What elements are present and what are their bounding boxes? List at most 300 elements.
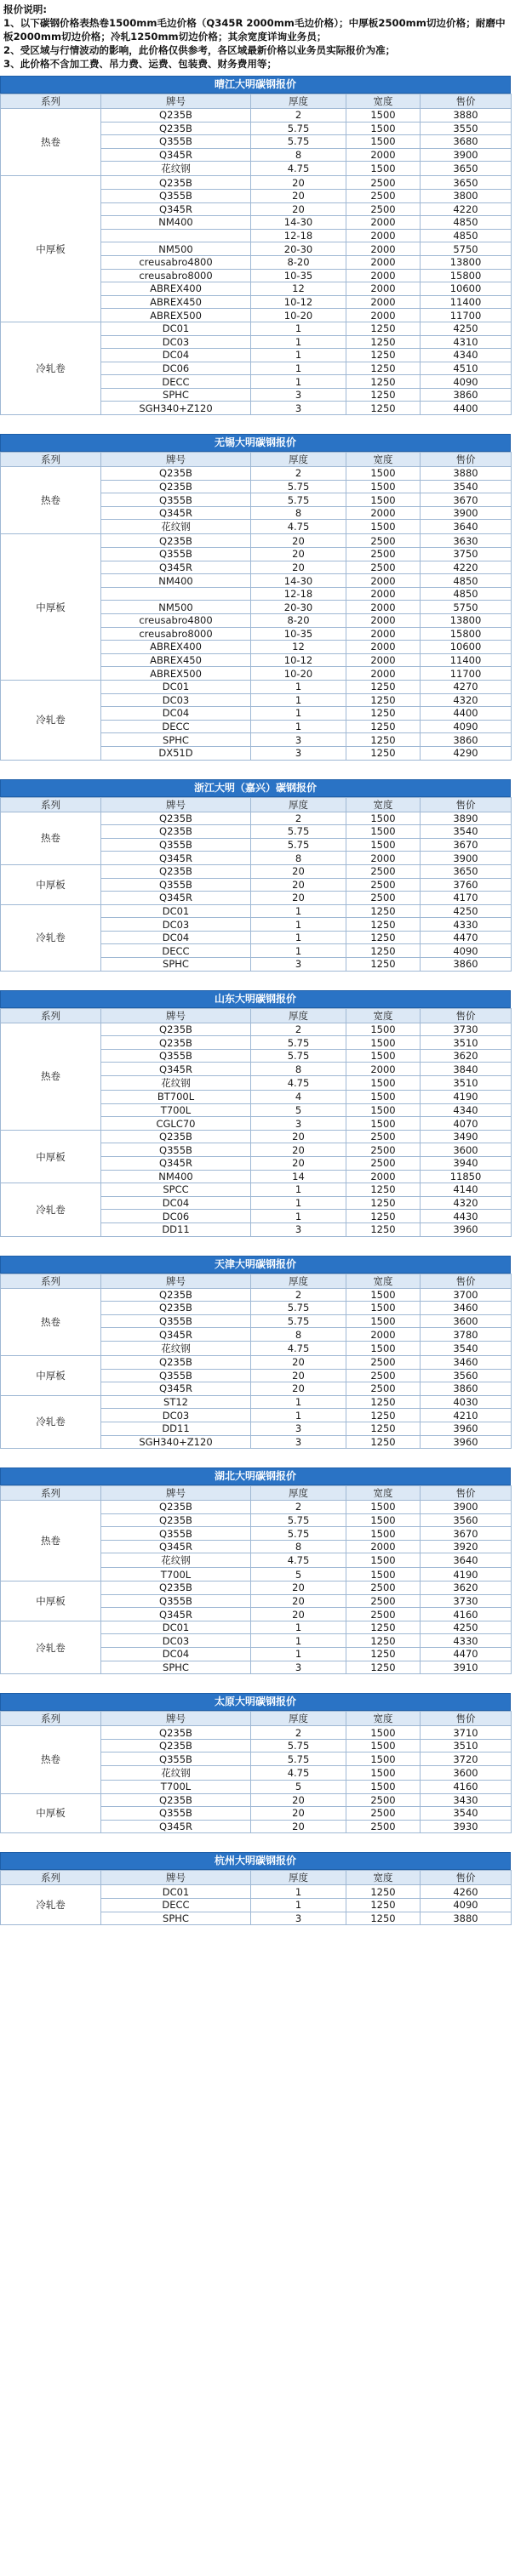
grade-cell: ABREX500 bbox=[101, 667, 251, 681]
thickness-cell: 3 bbox=[251, 958, 346, 972]
price-cell: 4470 bbox=[421, 1648, 512, 1661]
grade-cell: Q235B bbox=[101, 109, 251, 123]
thickness-cell: 1 bbox=[251, 362, 346, 375]
price-cell: 3960 bbox=[421, 1222, 512, 1236]
price-cell: 11700 bbox=[421, 309, 512, 322]
price-cell: 4160 bbox=[421, 1781, 512, 1794]
grade-cell: Q345R bbox=[101, 1382, 251, 1396]
grade-cell: DX51D bbox=[101, 746, 251, 760]
width-cell: 2500 bbox=[346, 548, 421, 561]
width-cell: 1500 bbox=[346, 1117, 421, 1131]
column-header: 宽度 bbox=[346, 1486, 421, 1501]
price-table bbox=[0, 1852, 515, 1925]
thickness-cell: 20 bbox=[251, 1382, 346, 1396]
price-grid bbox=[0, 1485, 512, 1674]
grade-cell: Q235B bbox=[101, 1513, 251, 1527]
price-cell: 3860 bbox=[421, 733, 512, 747]
price-cell: 4170 bbox=[421, 892, 512, 905]
price-cell: 3510 bbox=[421, 1036, 512, 1050]
grade-cell: Q235B bbox=[101, 1355, 251, 1369]
grade-cell: ABREX450 bbox=[101, 295, 251, 309]
thickness-cell: 3 bbox=[251, 1117, 346, 1131]
width-cell: 1500 bbox=[346, 122, 421, 135]
grade-cell: SPHC bbox=[101, 958, 251, 972]
width-cell: 2500 bbox=[346, 202, 421, 216]
width-cell: 1250 bbox=[346, 1409, 421, 1422]
price-cell: 3940 bbox=[421, 1157, 512, 1171]
width-cell: 1250 bbox=[346, 931, 421, 944]
grade-cell: Q235B bbox=[101, 467, 251, 481]
header-row bbox=[1, 1712, 512, 1726]
grade-cell: SGH340+Z120 bbox=[101, 1435, 251, 1449]
grade-cell: DC03 bbox=[101, 335, 251, 349]
notes-title: 报价说明: bbox=[3, 3, 48, 15]
width-cell: 1500 bbox=[346, 1513, 421, 1527]
grade-cell: DD11 bbox=[101, 1222, 251, 1236]
price-cell: 10600 bbox=[421, 282, 512, 296]
width-cell: 2000 bbox=[346, 255, 421, 269]
price-cell: 3670 bbox=[421, 838, 512, 852]
thickness-cell: 5.75 bbox=[251, 122, 346, 135]
grade-cell: DC01 bbox=[101, 1621, 251, 1634]
width-cell: 2000 bbox=[346, 148, 421, 162]
width-cell: 2000 bbox=[346, 242, 421, 256]
price-cell: 3560 bbox=[421, 1513, 512, 1527]
thickness-cell: 10-20 bbox=[251, 309, 346, 322]
thickness-cell: 12 bbox=[251, 282, 346, 296]
thickness-cell: 8 bbox=[251, 506, 346, 520]
thickness-cell: 5.75 bbox=[251, 480, 346, 493]
thickness-cell: 20 bbox=[251, 548, 346, 561]
width-cell: 2000 bbox=[346, 229, 421, 242]
price-cell: 4320 bbox=[421, 693, 512, 707]
price-cell: 4210 bbox=[421, 1409, 512, 1422]
width-cell: 2500 bbox=[346, 1582, 421, 1595]
column-header: 售价 bbox=[421, 94, 512, 109]
price-cell: 15800 bbox=[421, 627, 512, 641]
notes-line: 1、以下碳钢价格表热卷1500mm毛边价格（Q345R 2000mm毛边价格）；中厚板2500mm切边价格；耐磨中板2000mm切边价格；冷轧1250mm切边价格；其余宽度详询业务员； bbox=[3, 17, 506, 43]
price-cell: 3650 bbox=[421, 864, 512, 878]
series-cell: 中厚板 bbox=[1, 1130, 101, 1183]
grade-cell: Q345R bbox=[101, 1540, 251, 1553]
series-cell: 中厚板 bbox=[1, 864, 101, 904]
width-cell: 1500 bbox=[346, 1049, 421, 1063]
thickness-cell: 3 bbox=[251, 733, 346, 747]
thickness-cell: 4.75 bbox=[251, 1553, 346, 1568]
width-cell: 1500 bbox=[346, 467, 421, 481]
thickness-cell: 5.75 bbox=[251, 838, 346, 852]
width-cell: 2000 bbox=[346, 587, 421, 601]
price-cell: 4340 bbox=[421, 349, 512, 362]
grade-cell: T700L bbox=[101, 1568, 251, 1582]
price-cell: 4850 bbox=[421, 229, 512, 242]
grade-cell: SPCC bbox=[101, 1183, 251, 1197]
width-cell: 1250 bbox=[346, 349, 421, 362]
price-cell: 11700 bbox=[421, 667, 512, 681]
thickness-cell: 20 bbox=[251, 1143, 346, 1157]
thickness-cell: 5.75 bbox=[251, 1513, 346, 1527]
thickness-cell: 14 bbox=[251, 1170, 346, 1183]
thickness-cell: 4.75 bbox=[251, 1341, 346, 1355]
price-cell: 4140 bbox=[421, 1183, 512, 1197]
grade-cell: Q355B bbox=[101, 1752, 251, 1766]
table-row bbox=[1, 1621, 512, 1634]
price-cell: 4510 bbox=[421, 362, 512, 375]
thickness-cell: 14-30 bbox=[251, 216, 346, 230]
grade-cell: Q235B bbox=[101, 1302, 251, 1315]
series-cell: 中厚板 bbox=[1, 1793, 101, 1833]
grade-cell: ABREX400 bbox=[101, 641, 251, 654]
width-cell: 1500 bbox=[346, 812, 421, 825]
thickness-cell: 1 bbox=[251, 1395, 346, 1409]
series-cell: 冷轧卷 bbox=[1, 1621, 101, 1673]
series-cell: 热卷 bbox=[1, 1288, 101, 1355]
thickness-cell: 20 bbox=[251, 176, 346, 190]
price-cell: 3760 bbox=[421, 878, 512, 892]
price-cell: 3860 bbox=[421, 958, 512, 972]
price-cell: 3750 bbox=[421, 548, 512, 561]
grade-cell: Q355B bbox=[101, 1314, 251, 1328]
price-cell: 4190 bbox=[421, 1091, 512, 1104]
width-cell: 1500 bbox=[346, 1501, 421, 1514]
column-header: 厚度 bbox=[251, 94, 346, 109]
series-cell: 冷轧卷 bbox=[1, 1395, 101, 1448]
price-cell: 3510 bbox=[421, 1076, 512, 1091]
grade-cell: DECC bbox=[101, 720, 251, 733]
table-row bbox=[1, 680, 512, 693]
width-cell: 1500 bbox=[346, 1553, 421, 1568]
column-header: 宽度 bbox=[346, 1008, 421, 1023]
series-cell: 热卷 bbox=[1, 109, 101, 176]
thickness-cell: 1 bbox=[251, 1634, 346, 1648]
series-cell: 热卷 bbox=[1, 1501, 101, 1582]
price-cell: 3680 bbox=[421, 135, 512, 149]
thickness-cell: 1 bbox=[251, 322, 346, 335]
price-cell: 3700 bbox=[421, 1288, 512, 1302]
grade-cell: Q235B bbox=[101, 1023, 251, 1036]
width-cell: 1500 bbox=[346, 1036, 421, 1050]
grade-cell: 花纹钢 bbox=[101, 1076, 251, 1091]
grade-cell: Q355B bbox=[101, 1369, 251, 1382]
thickness-cell: 1 bbox=[251, 1898, 346, 1912]
grade-cell: Q355B bbox=[101, 1807, 251, 1821]
thickness-cell: 5 bbox=[251, 1103, 346, 1117]
price-cell: 3640 bbox=[421, 1553, 512, 1568]
thickness-cell: 20-30 bbox=[251, 601, 346, 614]
grade-cell: DC01 bbox=[101, 1885, 251, 1899]
series-cell: 热卷 bbox=[1, 1023, 101, 1130]
width-cell: 2500 bbox=[346, 1130, 421, 1143]
price-cell: 3900 bbox=[421, 1501, 512, 1514]
grade-cell: Q355B bbox=[101, 878, 251, 892]
series-cell: 冷轧卷 bbox=[1, 904, 101, 971]
table-row bbox=[1, 1395, 512, 1409]
thickness-cell: 20 bbox=[251, 864, 346, 878]
grade-cell: Q235B bbox=[101, 1582, 251, 1595]
thickness-cell: 20 bbox=[251, 1582, 346, 1595]
width-cell: 2500 bbox=[346, 1594, 421, 1608]
table-title: 杭州大明碳钢报价 bbox=[0, 1852, 511, 1870]
grade-cell: DC06 bbox=[101, 1210, 251, 1223]
grade-cell: creusabro4800 bbox=[101, 255, 251, 269]
column-header: 系列 bbox=[1, 1871, 101, 1885]
width-cell: 2000 bbox=[346, 1328, 421, 1342]
thickness-cell: 8 bbox=[251, 148, 346, 162]
column-header: 宽度 bbox=[346, 1712, 421, 1726]
series-cell: 中厚板 bbox=[1, 176, 101, 322]
thickness-cell: 20 bbox=[251, 1157, 346, 1171]
table-title: 太原大明碳钢报价 bbox=[0, 1693, 511, 1711]
column-header: 牌号 bbox=[101, 1486, 251, 1501]
thickness-cell: 1 bbox=[251, 707, 346, 721]
price-cell: 3490 bbox=[421, 1130, 512, 1143]
thickness-cell: 3 bbox=[251, 1422, 346, 1435]
width-cell: 1250 bbox=[346, 1661, 421, 1674]
thickness-cell: 1 bbox=[251, 1409, 346, 1422]
width-cell: 1500 bbox=[346, 1726, 421, 1740]
price-cell: 3630 bbox=[421, 534, 512, 548]
width-cell: 1500 bbox=[346, 480, 421, 493]
thickness-cell: 2 bbox=[251, 812, 346, 825]
price-cell: 3890 bbox=[421, 812, 512, 825]
thickness-cell: 5.75 bbox=[251, 493, 346, 507]
grade-cell: Q345R bbox=[101, 148, 251, 162]
price-cell: 3720 bbox=[421, 1752, 512, 1766]
table-row bbox=[1, 1885, 512, 1899]
price-cell: 3900 bbox=[421, 506, 512, 520]
price-cell: 11850 bbox=[421, 1170, 512, 1183]
price-cell: 3650 bbox=[421, 176, 512, 190]
grade-cell: Q355B bbox=[101, 1049, 251, 1063]
width-cell: 1500 bbox=[346, 1766, 421, 1781]
table-row bbox=[1, 109, 512, 123]
grade-cell: DC01 bbox=[101, 322, 251, 335]
thickness-cell: 3 bbox=[251, 1222, 346, 1236]
grade-cell: creusabro4800 bbox=[101, 614, 251, 628]
grade-cell: Q235B bbox=[101, 1130, 251, 1143]
width-cell: 1500 bbox=[346, 1091, 421, 1104]
price-table bbox=[0, 1693, 515, 1833]
grade-cell: Q355B bbox=[101, 838, 251, 852]
column-header: 宽度 bbox=[346, 1871, 421, 1885]
width-cell: 1250 bbox=[346, 958, 421, 972]
price-cell: 4030 bbox=[421, 1395, 512, 1409]
thickness-cell: 3 bbox=[251, 1435, 346, 1449]
header-row bbox=[1, 1008, 512, 1023]
grade-cell: DC04 bbox=[101, 349, 251, 362]
width-cell: 2500 bbox=[346, 189, 421, 202]
table-row bbox=[1, 812, 512, 825]
thickness-cell: 20 bbox=[251, 1608, 346, 1621]
thickness-cell: 4.75 bbox=[251, 1076, 346, 1091]
price-cell: 4250 bbox=[421, 904, 512, 918]
notes-line: 3、此价格不含加工费、吊力费、运费、包装费、财务费用等； bbox=[3, 58, 278, 70]
price-cell: 11400 bbox=[421, 295, 512, 309]
price-cell: 3840 bbox=[421, 1063, 512, 1076]
width-cell: 1250 bbox=[346, 1885, 421, 1899]
grade-cell: 花纹钢 bbox=[101, 520, 251, 534]
table-row bbox=[1, 1501, 512, 1514]
price-cell: 3860 bbox=[421, 1382, 512, 1396]
width-cell: 1250 bbox=[346, 944, 421, 958]
column-header: 牌号 bbox=[101, 797, 251, 812]
price-cell: 4320 bbox=[421, 1196, 512, 1210]
thickness-cell: 1 bbox=[251, 1621, 346, 1634]
thickness-cell: 10-35 bbox=[251, 269, 346, 282]
grade-cell: Q355B bbox=[101, 548, 251, 561]
grade-cell: Q235B bbox=[101, 1726, 251, 1740]
width-cell: 1250 bbox=[346, 746, 421, 760]
thickness-cell: 2 bbox=[251, 467, 346, 481]
price-cell: 3780 bbox=[421, 1328, 512, 1342]
width-cell: 1500 bbox=[346, 135, 421, 149]
table-row bbox=[1, 467, 512, 481]
price-grid bbox=[0, 1274, 512, 1450]
thickness-cell: 1 bbox=[251, 904, 346, 918]
grade-cell bbox=[101, 229, 251, 242]
grade-cell: DC06 bbox=[101, 362, 251, 375]
grade-cell: 花纹钢 bbox=[101, 162, 251, 176]
grade-cell: DC03 bbox=[101, 918, 251, 932]
width-cell: 1500 bbox=[346, 109, 421, 123]
thickness-cell: 1 bbox=[251, 335, 346, 349]
table-row bbox=[1, 1582, 512, 1595]
price-cell: 4330 bbox=[421, 918, 512, 932]
price-cell: 3960 bbox=[421, 1435, 512, 1449]
table-row bbox=[1, 176, 512, 190]
grade-cell: Q345R bbox=[101, 1328, 251, 1342]
grade-cell: DECC bbox=[101, 944, 251, 958]
thickness-cell: 8 bbox=[251, 1063, 346, 1076]
width-cell: 1250 bbox=[346, 362, 421, 375]
width-cell: 1250 bbox=[346, 335, 421, 349]
width-cell: 1250 bbox=[346, 1395, 421, 1409]
price-cell: 4260 bbox=[421, 1885, 512, 1899]
column-header: 牌号 bbox=[101, 1008, 251, 1023]
table-row bbox=[1, 322, 512, 335]
header-row bbox=[1, 1871, 512, 1885]
grade-cell: SPHC bbox=[101, 1912, 251, 1925]
width-cell: 2000 bbox=[346, 1540, 421, 1553]
width-cell: 1250 bbox=[346, 1222, 421, 1236]
grade-cell: DC04 bbox=[101, 1648, 251, 1661]
width-cell: 2500 bbox=[346, 1157, 421, 1171]
column-header: 售价 bbox=[421, 1486, 512, 1501]
width-cell: 1500 bbox=[346, 520, 421, 534]
price-cell: 5750 bbox=[421, 242, 512, 256]
price-cell: 3550 bbox=[421, 122, 512, 135]
price-cell: 3560 bbox=[421, 1369, 512, 1382]
grade-cell: creusabro8000 bbox=[101, 269, 251, 282]
price-cell: 3730 bbox=[421, 1023, 512, 1036]
grade-cell: Q345R bbox=[101, 1157, 251, 1171]
thickness-cell: 20 bbox=[251, 1369, 346, 1382]
width-cell: 2500 bbox=[346, 1382, 421, 1396]
grade-cell: Q355B bbox=[101, 1594, 251, 1608]
column-header: 宽度 bbox=[346, 94, 421, 109]
price-cell: 5750 bbox=[421, 601, 512, 614]
price-grid bbox=[0, 1008, 512, 1237]
grade-cell: Q345R bbox=[101, 561, 251, 574]
price-cell: 3620 bbox=[421, 1049, 512, 1063]
price-cell: 4220 bbox=[421, 561, 512, 574]
width-cell: 1250 bbox=[346, 1898, 421, 1912]
thickness-cell: 1 bbox=[251, 680, 346, 693]
width-cell: 1500 bbox=[346, 1568, 421, 1582]
column-header: 宽度 bbox=[346, 453, 421, 467]
price-cell: 11400 bbox=[421, 653, 512, 667]
price-cell: 13800 bbox=[421, 255, 512, 269]
width-cell: 2000 bbox=[346, 506, 421, 520]
header-row bbox=[1, 1486, 512, 1501]
price-cell: 4850 bbox=[421, 574, 512, 588]
thickness-cell: 5.75 bbox=[251, 1739, 346, 1752]
price-cell: 4470 bbox=[421, 931, 512, 944]
width-cell: 1500 bbox=[346, 1302, 421, 1315]
column-header: 系列 bbox=[1, 1008, 101, 1023]
width-cell: 1500 bbox=[346, 1739, 421, 1752]
width-cell: 2000 bbox=[346, 282, 421, 296]
price-cell: 3430 bbox=[421, 1793, 512, 1807]
width-cell: 2500 bbox=[346, 1608, 421, 1621]
thickness-cell: 10-12 bbox=[251, 653, 346, 667]
price-cell: 3960 bbox=[421, 1422, 512, 1435]
column-header: 宽度 bbox=[346, 1274, 421, 1288]
thickness-cell: 3 bbox=[251, 1912, 346, 1925]
price-cell: 3920 bbox=[421, 1540, 512, 1553]
width-cell: 2000 bbox=[346, 601, 421, 614]
grade-cell: DC04 bbox=[101, 931, 251, 944]
thickness-cell: 20 bbox=[251, 189, 346, 202]
grade-cell: Q345R bbox=[101, 506, 251, 520]
table-title: 无锡大明碳钢报价 bbox=[0, 434, 511, 452]
thickness-cell: 8-20 bbox=[251, 614, 346, 628]
grade-cell: Q345R bbox=[101, 1608, 251, 1621]
thickness-cell: 4.75 bbox=[251, 162, 346, 176]
width-cell: 2500 bbox=[346, 1820, 421, 1833]
grade-cell: NM500 bbox=[101, 242, 251, 256]
thickness-cell: 1 bbox=[251, 1648, 346, 1661]
price-cell: 4090 bbox=[421, 944, 512, 958]
column-header: 售价 bbox=[421, 1871, 512, 1885]
price-cell: 3600 bbox=[421, 1314, 512, 1328]
price-table bbox=[0, 1256, 515, 1450]
thickness-cell: 4.75 bbox=[251, 520, 346, 534]
series-cell: 冷轧卷 bbox=[1, 1885, 101, 1925]
width-cell: 1250 bbox=[346, 1634, 421, 1648]
thickness-cell: 10-35 bbox=[251, 627, 346, 641]
price-cell: 3880 bbox=[421, 467, 512, 481]
series-cell: 中厚板 bbox=[1, 534, 101, 681]
price-cell: 3540 bbox=[421, 1341, 512, 1355]
width-cell: 1250 bbox=[346, 1210, 421, 1223]
price-cell: 4430 bbox=[421, 1210, 512, 1223]
column-header: 厚度 bbox=[251, 1712, 346, 1726]
grade-cell: Q235B bbox=[101, 864, 251, 878]
width-cell: 2000 bbox=[346, 852, 421, 865]
column-header: 牌号 bbox=[101, 94, 251, 109]
table-row bbox=[1, 1726, 512, 1740]
width-cell: 2500 bbox=[346, 892, 421, 905]
price-cell: 3900 bbox=[421, 148, 512, 162]
width-cell: 1500 bbox=[346, 162, 421, 176]
column-header: 售价 bbox=[421, 797, 512, 812]
grade-cell: Q345R bbox=[101, 1820, 251, 1833]
width-cell: 2000 bbox=[346, 269, 421, 282]
grade-cell: CGLC70 bbox=[101, 1117, 251, 1131]
grade-cell: SPHC bbox=[101, 1661, 251, 1674]
grade-cell: Q235B bbox=[101, 480, 251, 493]
